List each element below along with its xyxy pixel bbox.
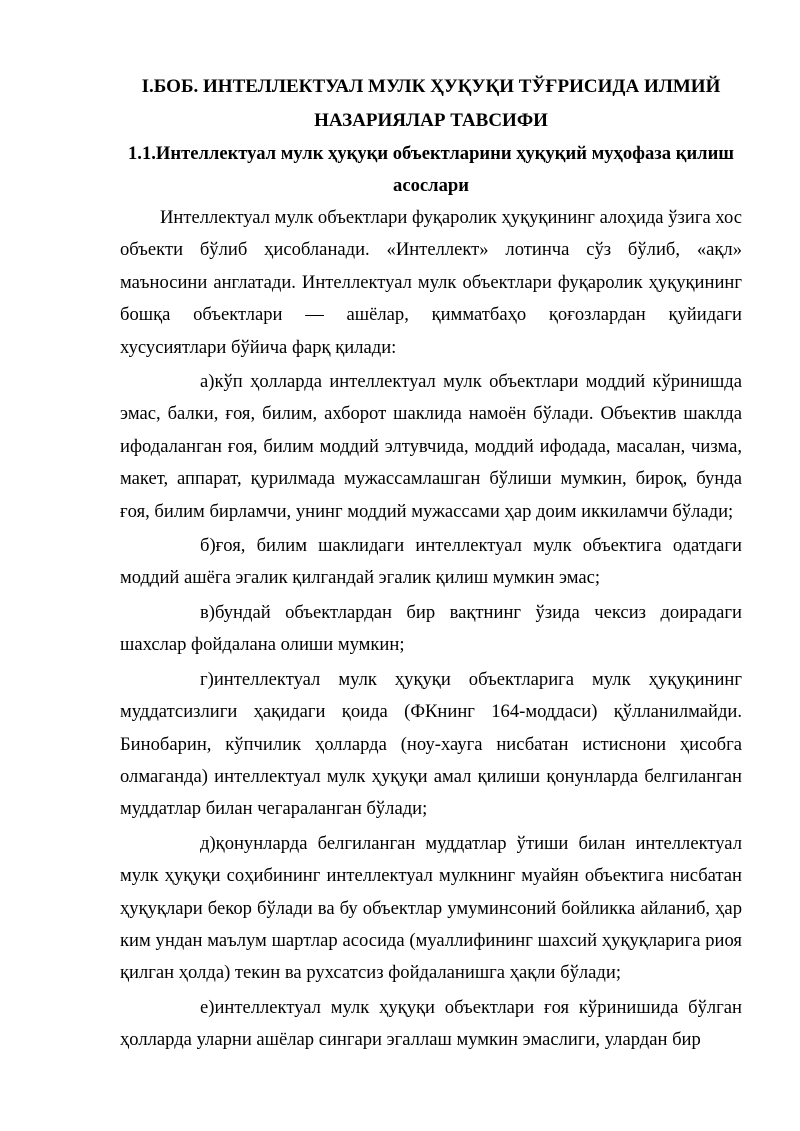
document-page [120,70,742,1057]
list-item-d [120,828,742,990]
list-item-text: қонунларда белгиланган муддатлар ўтиши билан интеллектуал мулк ҳуқуқи соҳибининг интеллектуал мулкнинг муайян объектига нисбатан ҳуқуқлари бекор бўлади ва бу объектлар умуминсоний бойликка айланиб, ҳар ким ундан маълум шартлар асосида (муаллифининг шахсий ҳуқуқларига риоя қилган ҳолда) текин ва рухсатсиз фойдаланишга ҳақли бўлади; [120,832,742,984]
list-marker: г) [200,668,214,690]
list-marker: д) [200,832,216,854]
chapter-title: І.БОБ. ИНТЕЛЛЕКТУАЛ МУЛК ҲУҚУҚИ ТЎҒРИСИДА ИЛМИЙ НАЗАРИЯЛАР ТАВСИФИ [141,76,721,131]
list-item-b [120,530,742,595]
list-item-e [120,992,742,1057]
list-item-text: интеллектуал мулк ҳуқуқи объектлари ғоя кўринишида бўлган ҳолларда уларни ашёлар сингари эгаллаш мумкин эмаслиги, улардан бир [120,996,742,1051]
list-item-text: ғоя, билим шаклидаги интеллектуал мулк объектига одатдаги моддий ашёга эгалик қилгандай эгалик қилиш мумкин эмас; [120,535,742,589]
list-item-a [120,366,742,528]
list-item-text: бундай объектлардан бир вақтнинг ўзида чексиз доирадаги шахслар фойдалана олиши мумкин; [120,601,742,656]
list-item-v [120,597,742,662]
list-item-text: кўп ҳолларда интеллектуал мулк объектлари моддий кўринишда эмас, балки, ғоя, билим, ахборот шаклида намоён бўлади. Объектив шаклда ифодаланган ғоя, билим моддий элтувчида, моддий ифодада, масалан, чизма, макет, аппарат, қурилмада мужассамлашган бўлиши мумкин, бироқ, бунда ғоя, билим бирламчи, унинг моддий мужассами ҳар доим иккиламчи бўлади; [120,371,742,522]
list-marker: е) [200,996,215,1018]
list-marker: б) [200,535,216,557]
list-marker: в) [200,601,215,623]
list-item-text: интеллектуал мулк ҳуқуқи объектларига мулк ҳуқуқининг муддатсизлиги ҳақидаги қоида (ФКнинг 164-моддаси) қўлланилмайди. Бинобарин, кўпчилик ҳолларда (ноу-хауга нисбатан истиснони ҳисобга олмаганда) интеллектуал мулк ҳуқуқи амал қилиши қонунларда белгиланган муддатлар билан чегараланган бўлади; [120,668,742,820]
list-item-g [120,664,742,826]
section-title: 1.1.Интеллектуал мулк ҳуқуқи объектларини ҳуқуқий муҳофаза қилиш асослари [128,143,734,196]
intro-paragraph: Интеллектуал мулк объектлари фуқаролик ҳуқуқининг алоҳида ўзига хос объекти бўлиб ҳисобланади. «Интеллект» лотинча сўз бўлиб, «ақл» маъносини англатади. Интеллектуал мулк объектлари фуқаролик ҳуқуқининг бошқа объектлари — ашёлар, қимматбаҳо қоғозлардан қуйидаги хусусиятлари бўйича фарқ қилади: [120,207,742,358]
list-marker: а) [200,371,215,393]
